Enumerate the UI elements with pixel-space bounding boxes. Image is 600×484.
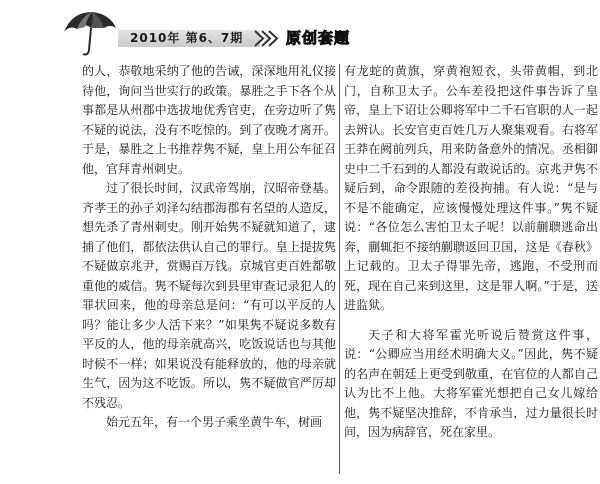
paragraph: 有龙蛇的黄旗，穿黄袍短衣，头带黄帽，到北门，自称卫太子。公车差役把这件事告诉了皇帝，皇上下诏让公卿将军中二千石官职的人一起去辨认。长安官吏百姓几万人聚集观看。右将军王莽在阙前列兵，用来防备意外的情况。丞相御史中二千石到的人都没有敢说话的。京兆尹隽不疑后到，命令跟随的差役拘捕。有人说：“是与不是不能确定，应该慢慢处理这件事。”隽不疑说：“各位怎么害怕卫太子呢！以前蒯聩逃命出奔，蒯辄拒不接纳蒯聩返回卫国，这是《春秋》上记载的。卫太子得罪先帝，逃跑，不受刑而死，现在自己来到这里，这是罪人啊。”于是，送进监狱。	[344, 64, 598, 312]
column-divider	[339, 64, 340, 474]
issue-label: 2010年 第6、7期	[130, 31, 244, 45]
section-title: 原创套题	[286, 29, 351, 47]
paragraph: 的人，恭敬地采纳了他的告诫，深深地用礼仪接待他，询问当世实行的政策。暴胜之手下各个从事都是从州郡中选拔地优秀官吏，在旁边听了隽不疑的说法，没有不吃惊的。到了夜晚才离开。于是，暴胜之上书推荐隽不疑，皇上用公车征召他，官拜青州刺史。	[82, 64, 336, 176]
paragraph: 过了很长时间，汉武帝驾崩，汉昭帝登基。齐孝王的孙子刘泽勾结郡海郡有名望的人造反，想先杀了青州刺史。刚开始隽不疑就知道了，逮捕了他们，都依法供认自己的罪行。皇上提拔隽不疑做京兆尹，赏赐百万钱。京城官吏百姓都敬重他的威信。隽不疑每次到县里审查记录犯人的罪状回来，他的母亲总是问：“有可以平反的人吗？能让多少人活下来？”如果隽不疑说多数有平反的人，他的母亲就高兴，吃饭说话也与其他时候不一样；如果说没有能释放的，他的母亲就生气，因为这不吃饭。所以，隽不疑做官严厉却不残忍。	[82, 181, 336, 410]
paragraph: 始元五年，有一个男子乘坐黄牛车，树画	[106, 415, 323, 429]
double-chevron-icon	[254, 29, 280, 48]
left-column	[82, 62, 336, 433]
paragraph: 天子和大将军霍光听说后赞赏这件事，说：“公卿应当用经术明确大义。”因此，隽不疑的名声在朝廷上更受到敬重，在官位的人都自己认为比不上他。大将军霍光想把自己女儿嫁给他，隽不疑坚决推辞，不肯承当，过力量很长时间，因为病辞官，死在家里。	[344, 327, 598, 439]
page-header	[0, 0, 600, 62]
umbrella-icon	[60, 8, 120, 58]
right-column	[344, 62, 598, 443]
